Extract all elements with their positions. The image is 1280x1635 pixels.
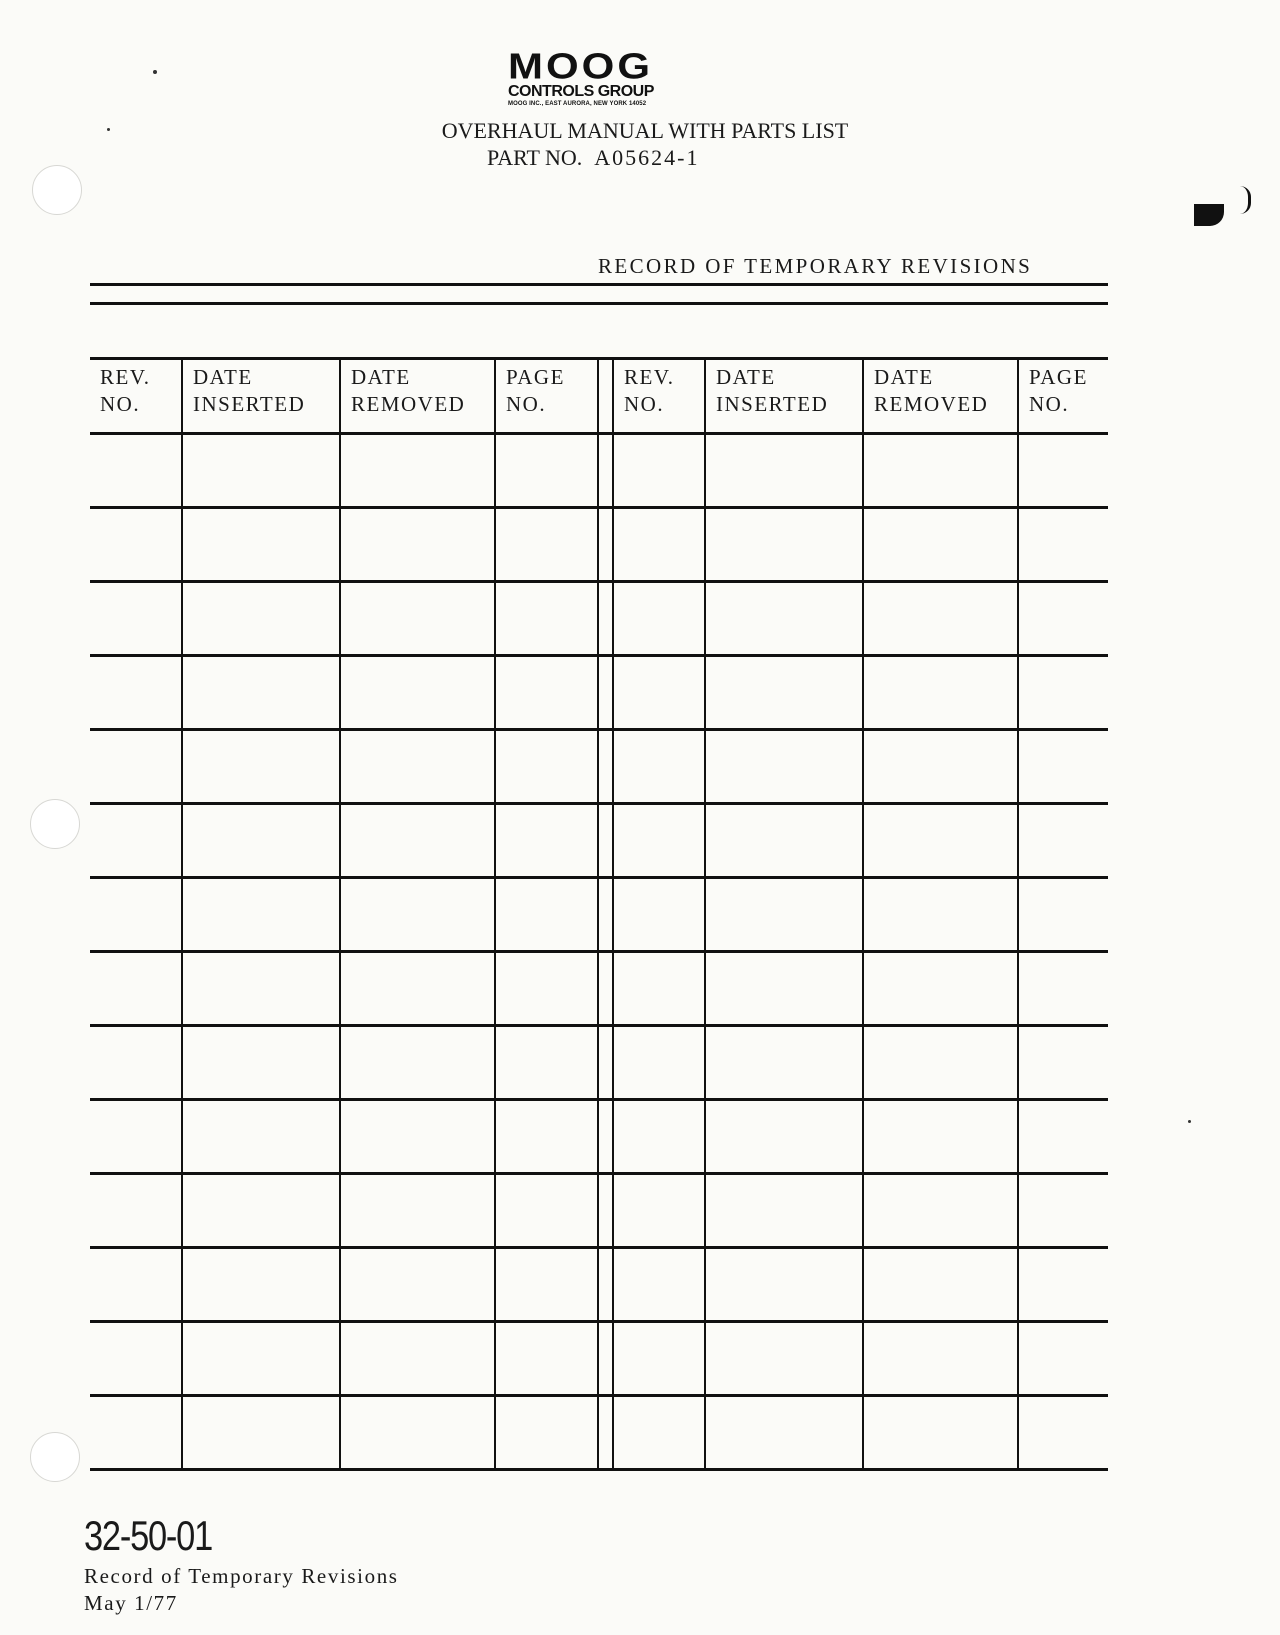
table-cell — [613, 1026, 705, 1100]
column-divider — [598, 1174, 613, 1248]
table-cell — [613, 1174, 705, 1248]
column-divider — [598, 1248, 613, 1322]
table-row — [90, 434, 1108, 508]
table-cell — [863, 1174, 1018, 1248]
column-divider — [598, 359, 613, 434]
table-row — [90, 1396, 1108, 1470]
table-cell — [182, 804, 340, 878]
header-rev-no-right: REV. NO. — [613, 359, 705, 434]
column-divider — [598, 804, 613, 878]
table-cell — [613, 434, 705, 508]
table-cell — [495, 1248, 598, 1322]
column-divider — [598, 1322, 613, 1396]
table-cell — [1018, 1174, 1108, 1248]
table-row — [90, 952, 1108, 1026]
table-cell — [1018, 1100, 1108, 1174]
table-cell — [90, 878, 182, 952]
table-cell — [182, 1396, 340, 1470]
table-cell — [1018, 434, 1108, 508]
table-body — [90, 434, 1108, 1470]
part-number-line — [487, 145, 700, 171]
table-cell — [705, 730, 863, 804]
header-page-no-right: PAGE NO. — [1018, 359, 1108, 434]
table-cell — [495, 1322, 598, 1396]
table-cell — [705, 1100, 863, 1174]
table-cell — [495, 730, 598, 804]
table-cell — [613, 878, 705, 952]
table-cell — [495, 1026, 598, 1100]
table-cell — [863, 730, 1018, 804]
punch-hole-top — [32, 165, 82, 215]
table-cell — [705, 1026, 863, 1100]
table-cell — [182, 878, 340, 952]
scan-speck — [1188, 1120, 1191, 1123]
table-cell — [705, 804, 863, 878]
table-cell — [705, 1322, 863, 1396]
column-divider — [598, 1396, 613, 1470]
table-cell — [90, 952, 182, 1026]
table-cell — [340, 952, 495, 1026]
table-cell — [340, 804, 495, 878]
header-date-inserted-right: DATE INSERTED — [705, 359, 863, 434]
table-row — [90, 878, 1108, 952]
logo-address: MOOG INC., EAST AURORA, NEW YORK 14052 — [508, 101, 647, 107]
table-cell — [340, 582, 495, 656]
column-divider — [598, 952, 613, 1026]
table-cell — [90, 434, 182, 508]
heading-rule-top — [90, 283, 1108, 286]
heading-rule-bottom — [90, 302, 1108, 305]
manual-title: OVERHAUL MANUAL WITH PARTS LIST — [441, 118, 849, 143]
table-cell — [90, 1322, 182, 1396]
table-cell — [705, 878, 863, 952]
table-row — [90, 1026, 1108, 1100]
table-cell — [613, 1100, 705, 1174]
table-cell — [863, 878, 1018, 952]
table-cell — [340, 878, 495, 952]
table-cell — [495, 1174, 598, 1248]
table-cell — [182, 1174, 340, 1248]
table-cell — [613, 656, 705, 730]
table-cell — [495, 1396, 598, 1470]
column-divider — [598, 434, 613, 508]
table-cell — [705, 656, 863, 730]
table-cell — [613, 1322, 705, 1396]
table-cell — [90, 508, 182, 582]
scan-speck — [153, 70, 157, 74]
part-number: A05624-1 — [594, 145, 700, 170]
table-cell — [613, 1248, 705, 1322]
table-cell — [182, 434, 340, 508]
table-cell — [90, 656, 182, 730]
table-cell — [182, 1322, 340, 1396]
table-cell — [90, 582, 182, 656]
table-cell — [340, 434, 495, 508]
table-cell — [1018, 1322, 1108, 1396]
table-cell — [182, 656, 340, 730]
table-cell — [90, 1174, 182, 1248]
table-cell — [90, 1026, 182, 1100]
punch-hole-middle — [30, 799, 80, 849]
table-cell — [1018, 952, 1108, 1026]
table-cell — [90, 1100, 182, 1174]
table-cell — [1018, 656, 1108, 730]
table-cell — [863, 1396, 1018, 1470]
table-cell — [340, 1174, 495, 1248]
column-divider — [598, 1100, 613, 1174]
corner-mark-arc — [1240, 186, 1251, 214]
table-cell — [613, 508, 705, 582]
table-cell — [340, 1026, 495, 1100]
table-row — [90, 1174, 1108, 1248]
table-cell — [863, 1248, 1018, 1322]
table-cell — [495, 952, 598, 1026]
table-cell — [495, 508, 598, 582]
table-cell — [495, 1100, 598, 1174]
table-cell — [182, 582, 340, 656]
table-row — [90, 656, 1108, 730]
column-divider — [598, 878, 613, 952]
table-cell — [1018, 1026, 1108, 1100]
table-cell — [705, 1248, 863, 1322]
table-cell — [863, 1026, 1018, 1100]
table-cell — [1018, 508, 1108, 582]
table-cell — [863, 1322, 1018, 1396]
table-cell — [1018, 878, 1108, 952]
table-header-row — [90, 359, 1108, 434]
header-rev-no-left: REV. NO. — [90, 359, 182, 434]
header-date-removed-right: DATE REMOVED — [863, 359, 1018, 434]
table-row — [90, 508, 1108, 582]
table-cell — [863, 508, 1018, 582]
table-cell — [863, 952, 1018, 1026]
column-divider — [598, 1026, 613, 1100]
table-cell — [90, 804, 182, 878]
table-cell — [495, 804, 598, 878]
column-divider — [598, 582, 613, 656]
table-cell — [863, 656, 1018, 730]
table-row — [90, 1100, 1108, 1174]
table-row — [90, 582, 1108, 656]
footer-title: Record of Temporary Revisions — [84, 1564, 399, 1588]
table-cell — [613, 730, 705, 804]
table-cell — [182, 1100, 340, 1174]
table-cell — [340, 656, 495, 730]
footer-date: May 1/77 — [84, 1591, 178, 1615]
part-label: PART NO. — [487, 145, 583, 170]
table-cell — [182, 952, 340, 1026]
column-divider — [598, 730, 613, 804]
table-cell — [1018, 582, 1108, 656]
table-cell — [340, 1100, 495, 1174]
table-cell — [340, 1396, 495, 1470]
table-row — [90, 730, 1108, 804]
table-cell — [705, 434, 863, 508]
column-divider — [598, 508, 613, 582]
table-cell — [340, 730, 495, 804]
table-cell — [705, 508, 863, 582]
table-row — [90, 1248, 1108, 1322]
corner-mark — [1194, 204, 1224, 226]
moog-logo — [508, 46, 704, 108]
table-cell — [613, 582, 705, 656]
table-cell — [705, 582, 863, 656]
table-cell — [613, 1396, 705, 1470]
header-date-removed-left: DATE REMOVED — [340, 359, 495, 434]
table-cell — [495, 878, 598, 952]
header-page-no-left: PAGE NO. — [495, 359, 598, 434]
logo-group: CONTROLS GROUP — [508, 83, 654, 100]
table-cell — [90, 1396, 182, 1470]
table-cell — [613, 804, 705, 878]
table-row — [90, 1322, 1108, 1396]
table-cell — [340, 508, 495, 582]
table-cell — [613, 952, 705, 1026]
table-cell — [340, 1248, 495, 1322]
table-cell — [90, 1248, 182, 1322]
table-cell — [90, 730, 182, 804]
table-row — [90, 804, 1108, 878]
table-cell — [863, 434, 1018, 508]
table-cell — [863, 1100, 1018, 1174]
table-cell — [863, 582, 1018, 656]
table-cell — [863, 804, 1018, 878]
table-cell — [182, 1248, 340, 1322]
logo-brand: MOOG — [508, 46, 653, 86]
table-cell — [182, 1026, 340, 1100]
table-cell — [705, 952, 863, 1026]
table-cell — [182, 730, 340, 804]
table-cell — [495, 656, 598, 730]
punch-hole-bottom — [30, 1432, 80, 1482]
table-cell — [1018, 804, 1108, 878]
table-cell — [495, 434, 598, 508]
temporary-revisions-table — [90, 357, 1108, 1471]
table-cell — [705, 1174, 863, 1248]
table-cell — [182, 508, 340, 582]
table-cell — [1018, 1248, 1108, 1322]
header-date-inserted-left: DATE INSERTED — [182, 359, 340, 434]
record-heading: RECORD OF TEMPORARY REVISIONS — [598, 254, 1033, 278]
table-cell — [495, 582, 598, 656]
table-cell — [340, 1322, 495, 1396]
chapter-code: 32-50-01 — [84, 1512, 213, 1559]
table-cell — [1018, 1396, 1108, 1470]
column-divider — [598, 656, 613, 730]
table-cell — [705, 1396, 863, 1470]
table-cell — [1018, 730, 1108, 804]
